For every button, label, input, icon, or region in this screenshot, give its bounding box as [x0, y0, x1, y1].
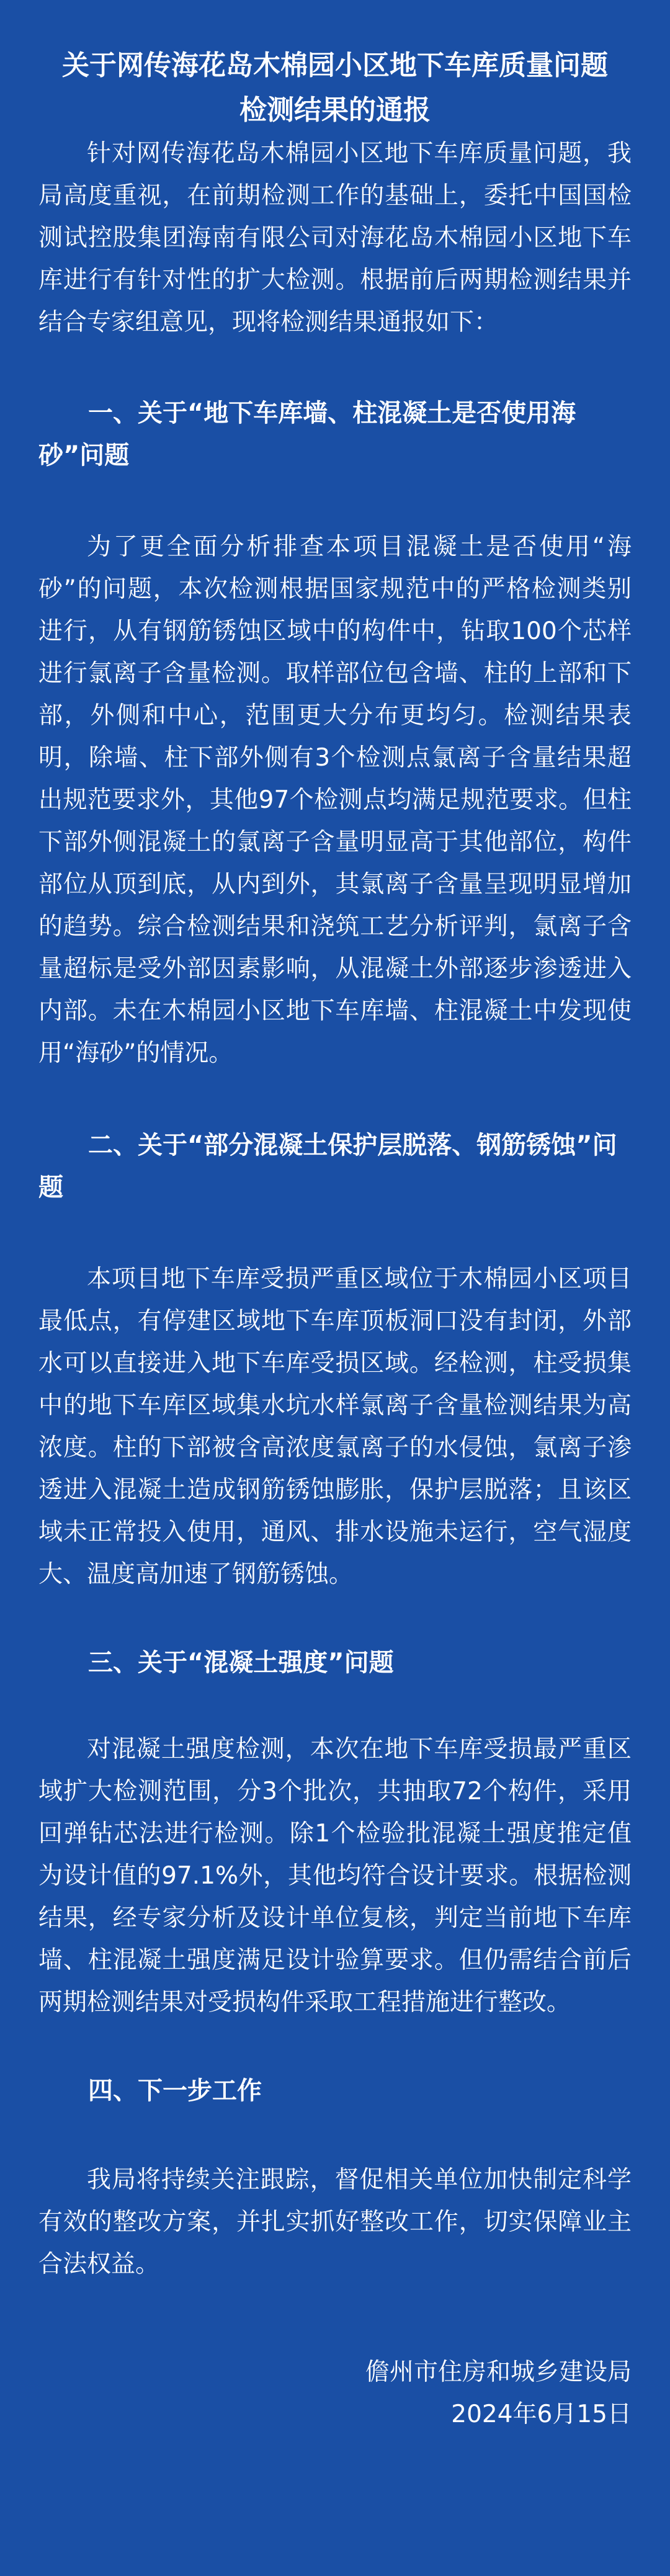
- notice-title: [38, 0, 632, 133]
- section-2-heading: 二、关于“部分混凝土保护层脱落、钢筋锈蚀”问题: [38, 1131, 617, 1202]
- intro-paragraph: 针对网传海花岛木棉园小区地下车库质量问题，我局高度重视，在前期检测工作的基础上，委托中国国检测试控股集团海南有限公司对海花岛木棉园小区地下车库进行有针对性的扩大检测。根据前后两期检测结果并结合专家组意见，现将检测结果通报如下：: [38, 140, 632, 336]
- signature-date: 2024年6月15日: [451, 2400, 632, 2428]
- signature-block: [38, 2351, 632, 2436]
- section-2-body: 本项目地下车库受损严重区域位于木棉园小区项目最低点，有停建区域地下车库顶板洞口没有封闭，外部水可以直接进入地下车库受损区域。经检测，柱受损集中的地下车库区域集水坑水样氯离子含量检测结果为高浓度。柱的下部被含高浓度氯离子的水侵蚀，氯离子渗透进入混凝土造成钢筋锈蚀膨胀，保护层脱落；且该区域未正常投入使用，通风、排水设施未运行，空气湿度大、温度高加速了钢筋锈蚀。: [38, 1265, 632, 1588]
- section-1-heading: 一、关于“地下车库墙、柱混凝土是否使用海砂”问题: [38, 399, 576, 470]
- section-1-body: 为了更全面分析排查本项目混凝土是否使用“海砂”的问题，本次检测根据国家规范中的严格检测类别进行，从有钢筋锈蚀区域中的构件中，钻取100个芯样进行氯离子含量检测。取样部位包含墙、柱的上部和下部，外侧和中心，范围更大分布更均匀。检测结果表明，除墙、柱下部外侧有3个检测点氯离子含量结果超出规范要求外，其他97个检测点均满足规范要求。但柱下部外侧混凝土的氯离子含量明显高于其他部位，构件部位从顶到底，从内到外，其氯离子含量呈现明显增加的趋势。综合检测结果和浇筑工艺分析评判，氯离子含量超标是受外部因素影响，从混凝土外部逐步渗透进入内部。未在木棉园小区地下车库墙、柱混凝土中发现使用“海砂”的情况。: [38, 533, 632, 1067]
- signature-org: 儋州市住房和城乡建设局: [365, 2358, 632, 2386]
- section-4-body: 我局将持续关注跟踪，督促相关单位加快制定科学有效的整改方案，并扎实抓好整改工作，切实保障业主合法权益。: [38, 2166, 632, 2278]
- title-line-2: 检测结果的通报: [239, 94, 431, 126]
- section-3-body: 对混凝土强度检测，本次在地下车库受损最严重区域扩大检测范围，分3个批次，共抽取72个构件，采用回弹钻芯法进行检测。除1个检验批混凝土强度推定值为设计值的97.1%外，其他均符合设计要求。根据检测结果，经专家分析及设计单位复核，判定当前地下车库墙、柱混凝土强度满足设计验算要求。但仍需结合前后两期检测结果对受损构件采取工程措施进行整改。: [38, 1735, 632, 2016]
- section-4-heading: 四、下一步工作: [88, 2077, 262, 2105]
- section-3-heading: 三、关于“混凝土强度”问题: [88, 1648, 394, 1677]
- title-line-1: 关于网传海花岛木棉园小区地下车库质量问题: [62, 50, 608, 81]
